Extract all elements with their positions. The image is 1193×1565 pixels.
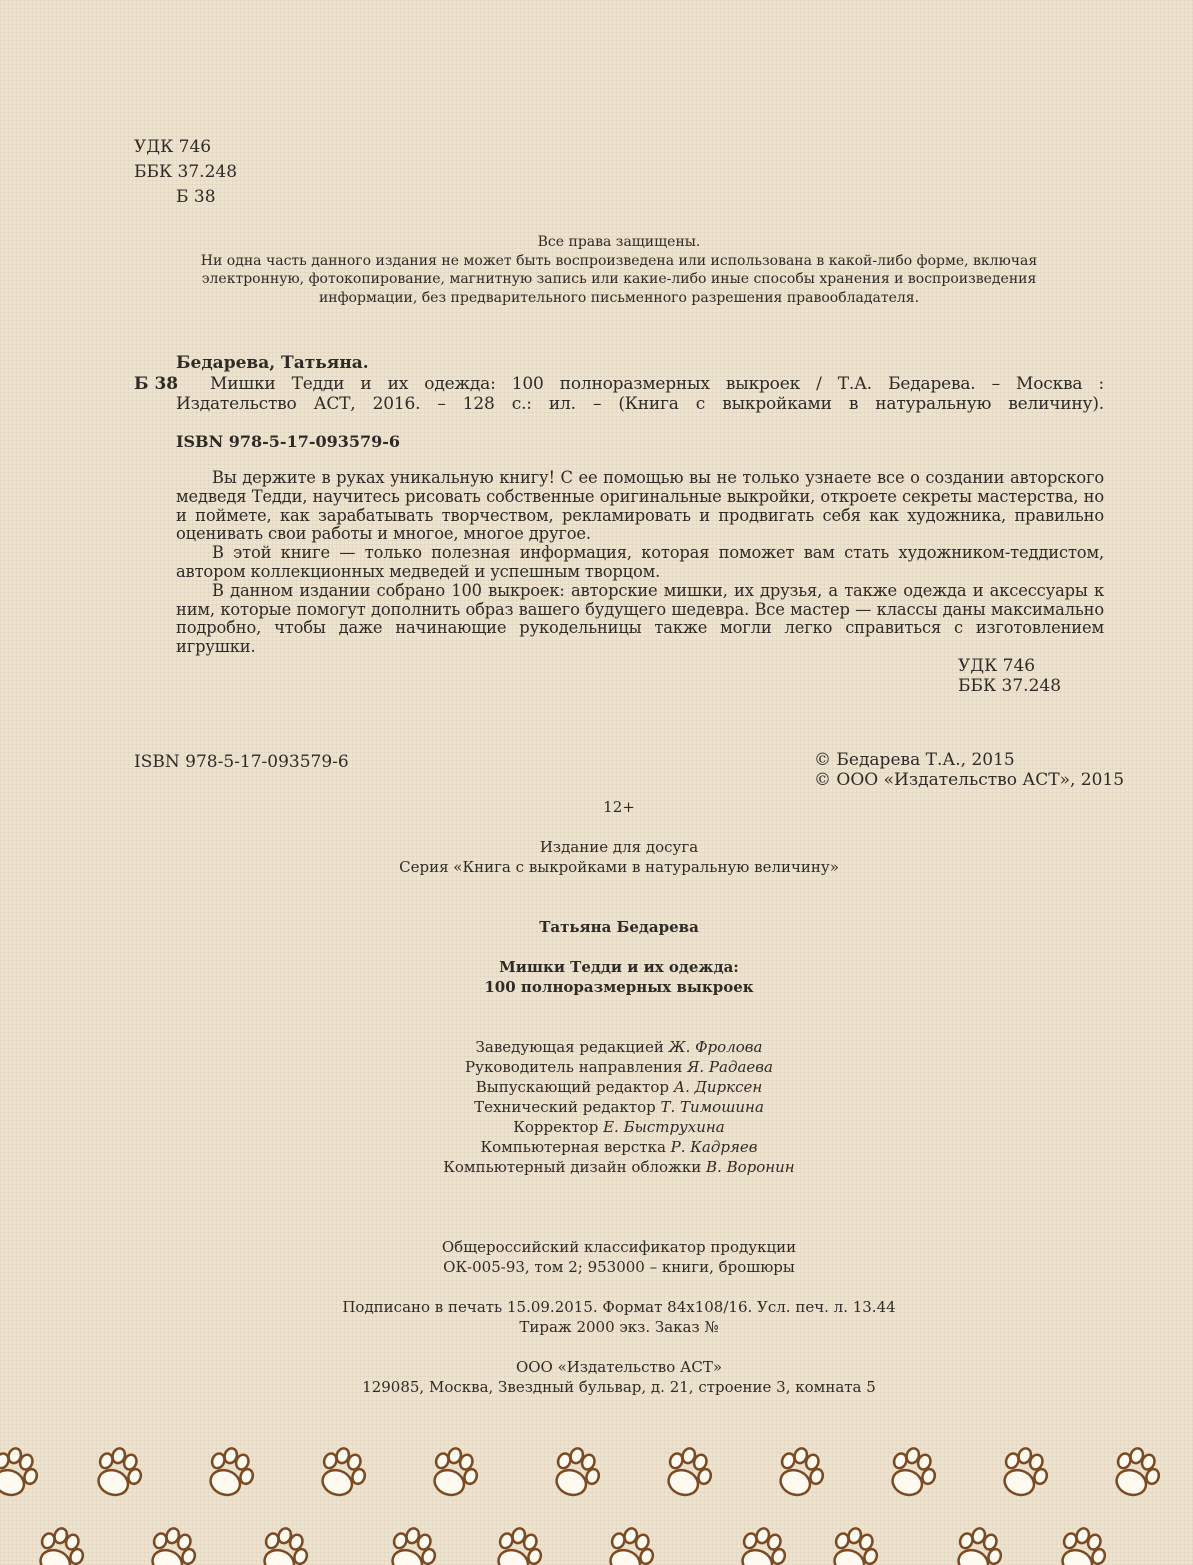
paw-print-icon [202, 1443, 259, 1502]
paw-print-icon [826, 1523, 883, 1565]
credit-line [134, 1077, 1104, 1097]
paw-print-icon [1108, 1443, 1165, 1502]
credit-line [134, 1157, 1104, 1177]
paw-print-icon [384, 1523, 441, 1565]
paw-print-icon [90, 1443, 147, 1502]
edition-series: Серия «Книга с выкройками в натуральную величину» [399, 858, 839, 876]
paw-print-icon [996, 1443, 1053, 1502]
copyright-author: © Бедарева Т.А., 2015 [814, 750, 1015, 770]
record-udk: УДК 746 [958, 656, 1036, 676]
paw-print-icon [1054, 1523, 1111, 1565]
copyright-publisher: © ООО «Издательство АСТ», 2015 [814, 770, 1125, 790]
record-title-line1: Мишки Тедди и их одежда: 100 полноразмерных выкроек / Т.А. Бедарева. – Москва : [210, 374, 1104, 394]
edition-type: Издание для досуга [539, 838, 699, 856]
print-line2: Тираж 2000 экз. Заказ № [519, 1318, 719, 1336]
paw-print-icon [660, 1443, 717, 1502]
credit-role: Корректор [513, 1118, 599, 1136]
publisher-name: ООО «Издательство АСТ» [515, 1358, 723, 1376]
paw-print-icon [772, 1443, 829, 1502]
paw-print-icon [314, 1443, 371, 1502]
credit-line [134, 1037, 1104, 1057]
paw-print-icon [256, 1523, 313, 1565]
paw-print-icon [950, 1523, 1007, 1565]
credit-line [134, 1057, 1104, 1077]
paw-print-icon [548, 1443, 605, 1502]
author-mark-top: Б 38 [176, 187, 216, 207]
credit-role: Компьютерный дизайн обложки [443, 1158, 702, 1176]
paw-print-icon [0, 1443, 44, 1502]
publisher-address: 129085, Москва, Звездный бульвар, д. 21, строение 3, комната 5 [362, 1378, 876, 1396]
print-line1: Подписано в печать 15.09.2015. Формат 84х108/16. Усл. печ. л. 13.44 [342, 1298, 896, 1316]
credit-line [134, 1137, 1104, 1157]
paw-print-icon [734, 1523, 791, 1565]
credit-role: Технический редактор [474, 1098, 656, 1116]
credit-role: Компьютерная верстка [480, 1138, 666, 1156]
paw-print-icon [32, 1523, 89, 1565]
rights-line: Ни одна часть данного издания не может быть воспроизведена или использована в какой-либо форме, включая [200, 252, 1038, 269]
credit-role: Выпускающий редактор [475, 1078, 669, 1096]
annotation-paragraph: В данном издании собрано 100 выкроек: авторские мишки, их друзья, а также одежда и аксессуары к ним, которые помогут дополнить образ вашего будущего шедевра. Все мастер — классы даны максимально подробно, чтобы даже начинающие рукодельницы также могли легко справиться с изготовлением игрушки. [176, 580, 1104, 657]
rights-line: электронную, фотокопирование, магнитную запись или какие-либо иные способы хранения и воспроизведения [201, 271, 1037, 287]
credit-name: А. Дирксен [673, 1078, 763, 1096]
annotation-paragraph: В этой книге — только полезная информация, которая поможет вам стать художником-теддистом, автором коллекционных медведей и успешным творцом. [176, 543, 1104, 581]
annotation [176, 469, 1104, 657]
credit-name: Я. Радаева [687, 1058, 773, 1076]
record-mark: Б 38 [134, 374, 179, 394]
bbk-top: ББК 37.248 [134, 162, 238, 182]
author-name: Татьяна Бедарева [539, 918, 699, 936]
rights-line: информации, без предварительного письменного разрешения правообладателя. [318, 289, 920, 306]
credit-name: Ж. Фролова [668, 1038, 763, 1056]
credit-role: Заведующая редакцией [475, 1038, 664, 1056]
rights-heading: Все права защищены. [537, 234, 701, 250]
paw-print-icon [144, 1523, 201, 1565]
record-bbk: ББК 37.248 [958, 676, 1062, 696]
paw-print-icon [426, 1443, 483, 1502]
udk-top: УДК 746 [134, 137, 212, 157]
book-title-line1: Мишки Тедди и их одежда: [499, 958, 739, 976]
credit-role: Руководитель направления [465, 1058, 683, 1076]
credit-name: В. Воронин [706, 1158, 795, 1176]
age-rating: 12+ [603, 798, 635, 816]
credit-line [134, 1117, 1104, 1137]
isbn-footer: ISBN 978-5-17-093579-6 [134, 752, 349, 772]
credit-line [134, 1097, 1104, 1117]
credit-name: Т. Тимошина [660, 1098, 764, 1116]
paw-print-icon [884, 1443, 941, 1502]
rights-block [134, 233, 1104, 307]
paw-print-icon [490, 1523, 547, 1565]
annotation-paragraph: Вы держите в руках уникальную книгу! С ее помощью вы не только узнаете все о создании авторского медведя Тедди, научитесь рисовать собственные оригинальные выкройки, откроете секреты мастерства, но и поймете, как зарабатывать творчеством, рекламировать и продвигать себя как художника, правильно оценивать свои работы и многое, многое другое. [176, 468, 1104, 544]
book-title-line2: 100 полноразмерных выкроек [484, 978, 754, 996]
record-title-line2: Издательство АСТ, 2016. – 128 с.: ил. – (Книга с выкройками в натуральную величину). [176, 394, 1104, 414]
credit-name: Е. Быструхина [603, 1118, 725, 1136]
credit-name: Р. Кадряев [670, 1138, 758, 1156]
record-isbn: ISBN 978-5-17-093579-6 [176, 432, 401, 451]
classifier-line1: Общероссийский классификатор продукции [441, 1238, 797, 1256]
paw-border [0, 1425, 1193, 1565]
paw-print-icon [602, 1523, 659, 1565]
credits [134, 1037, 1104, 1177]
record-author: Бедарева, Татьяна. [176, 353, 369, 373]
classifier-line2: ОК-005-93, том 2; 953000 – книги, брошюры [443, 1258, 795, 1276]
